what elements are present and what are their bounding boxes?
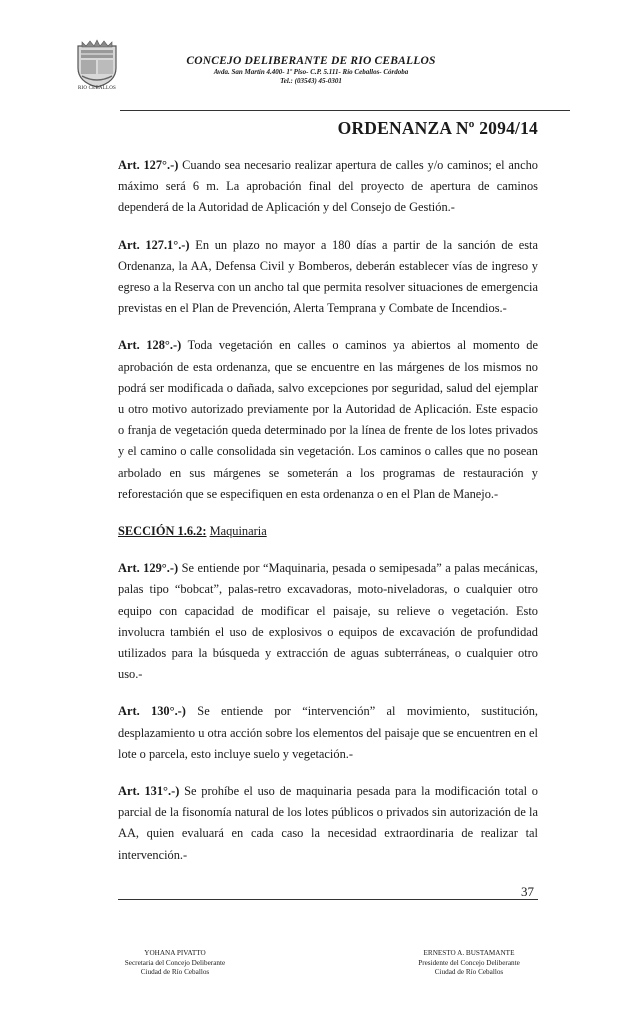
article-label: Art. 130°.-) xyxy=(118,704,186,719)
article-129 xyxy=(118,558,538,685)
article-127 xyxy=(118,155,538,219)
article-text: Se prohíbe el uso de maquinaria pesada para la modificación total o parcial de la fisonomía natural de los lotes públicos o privados sin autorización de la AA, quien evaluará en cada caso la necesidad extraordinaria de realizar tal intervención.- xyxy=(118,784,538,862)
article-text: Cuando sea necesario realizar apertura de calles y/o caminos; el ancho máximo será 6 m. La aprobación final del proyecto de apertura de caminos dependerá de la Autoridad de Aplicación y del Consejo de Gestión.- xyxy=(118,158,538,215)
signature-block-secretary xyxy=(105,949,245,978)
article-128 xyxy=(118,335,538,505)
article-label: Art. 127°.-) xyxy=(118,158,179,172)
org-address: Avda. San Martín 4.400- 1º Piso- C.P. 5.111- Río Ceballos- Córdoba xyxy=(213,68,409,76)
header-rule xyxy=(120,110,570,111)
signatory-name: YOHANA PIVATTO xyxy=(144,949,206,957)
signatory-role: Secretaria del Concejo Deliberante xyxy=(124,958,226,967)
section-title: Maquinaria xyxy=(209,524,267,539)
document-body xyxy=(118,155,538,882)
document-title: ORDENANZA Nº 2094/14 xyxy=(337,118,538,138)
article-130 xyxy=(118,701,538,765)
article-127-1 xyxy=(118,235,538,320)
article-label: Art. 127.1°.-) xyxy=(118,237,190,252)
article-text: Toda vegetación en calles o caminos ya abiertos al momento de aprobación de esta ordenanza, que se encuentre en las márgenes de los mismos no podrá ser modificada o dañada, salvo excepciones por seguridad, salud del ejemplar u otro motivo autorizado previamente por la Autoridad de Aplicación. Este espacio o franja de vegetación queda determinado por la línea de frente de los lotes privados y el camino o calle consolidada sin vegetación. Los caminos o calles que no posean arbolado en sus márgenes se someterán a los programas de restauración y reforestación que se especifiquen en esta ordenanza o en el Plan de Manejo.- xyxy=(118,338,538,501)
article-131 xyxy=(118,781,538,866)
logo-caption: RIO CEBALLOS xyxy=(77,86,117,91)
signatory-place: Ciudad de Río Ceballos xyxy=(434,968,504,976)
article-text: Se entiende por “Maquinaria, pesada o semipesada” a palas mecánicas, palas tipo “bobcat”, palas-retro excavadoras, moto-niveladoras, o cualquier otro equipo con capacidad de modificar el paisaje, su relieve o vegetación. Esto involucra también el uso de explosivos o equipos de excavación de profundidad utilizados para la búsqueda y extracción de aguas subterráneas, o cualquier otro uso.- xyxy=(118,561,538,682)
page-number: 37 xyxy=(521,884,534,899)
org-phone: Tel.: (03543) 45-0301 xyxy=(280,77,342,85)
article-label: Art. 131°.-) xyxy=(118,784,180,799)
signatory-place: Ciudad de Río Ceballos xyxy=(140,968,210,976)
article-label: Art. 128°.-) xyxy=(118,338,182,353)
footer-rule xyxy=(118,899,538,900)
article-text: Se entiende por “intervención” al movimiento, sustitución, desplazamiento u otra acción sobre los elementos del paisaje que se encuentren en el lote o parcela, esto incluye suelo y vegetación.- xyxy=(118,704,538,761)
signature-block-president xyxy=(394,949,544,978)
section-label: SECCIÓN 1.6.2: xyxy=(118,524,207,539)
signatory-role: Presidente del Concejo Deliberante xyxy=(418,958,520,967)
letterhead xyxy=(150,55,472,86)
article-text: En un plazo no mayor a 180 días a partir de la sanción de esta Ordenanza, la AA, Defensa Civil y Bomberos, deberán establecer vías de ingreso y egreso a la Reserva con un ancho tal que permita resolver situaciones de emergencia previstas en el Plan de Prevención, Alerta Temprana y Combate de Incendios.- xyxy=(118,237,538,316)
org-name: CONCEJO DELIBERANTE DE RIO CEBALLOS xyxy=(186,55,436,67)
article-label: Art. 129°.-) xyxy=(118,561,179,576)
signatory-name: ERNESTO A. BUSTAMANTE xyxy=(423,949,515,957)
section-heading xyxy=(118,521,538,542)
